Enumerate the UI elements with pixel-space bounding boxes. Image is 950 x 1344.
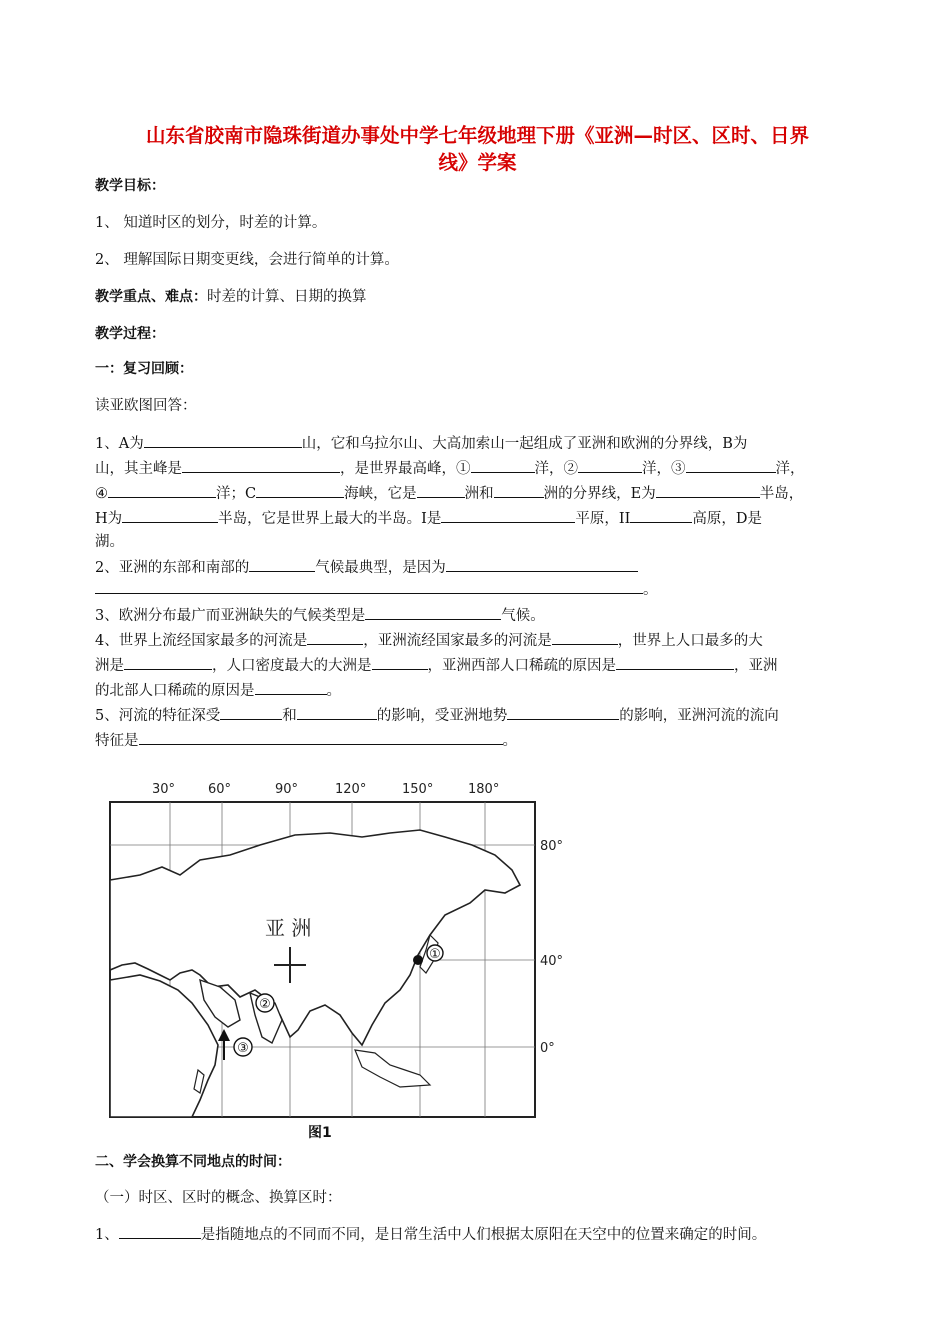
- q1-text: 半岛，它是世界上最大的半岛。I是: [218, 511, 442, 527]
- marker-label: ①: [429, 947, 441, 962]
- blank-field[interactable]: [255, 679, 327, 695]
- q5-line-2: [95, 729, 865, 751]
- q4-text: ，亚洲: [734, 658, 778, 674]
- tick-label-lon: 180°: [468, 782, 500, 797]
- blank-field[interactable]: [307, 629, 363, 645]
- q1-text: 半岛，: [759, 486, 804, 502]
- q1-text: 平原，II: [575, 511, 631, 527]
- blank-field[interactable]: [297, 704, 377, 720]
- q4-text: 。: [326, 683, 341, 699]
- q5-text: 5、河流的特征深受: [95, 708, 221, 724]
- blank-field[interactable]: [249, 556, 315, 572]
- blank-field[interactable]: [507, 704, 619, 720]
- section1-intro: 读亚欧图回答：: [95, 398, 197, 414]
- blank-field[interactable]: [365, 604, 501, 620]
- section2-sub1: （一）时区、区时的概念、换算区时：: [95, 1190, 342, 1206]
- q1-text: 洋；C: [216, 486, 257, 502]
- process-heading: 教学过程：: [95, 326, 165, 342]
- q1-line-3: [95, 482, 865, 504]
- blank-field[interactable]: [552, 629, 618, 645]
- section2-q1: [95, 1223, 865, 1245]
- section2-heading: 二、学会换算不同地点的时间：: [95, 1154, 291, 1170]
- asia-europe-map: [100, 775, 580, 1145]
- q5-text: 。: [502, 733, 517, 749]
- q4-line-2: [95, 654, 865, 676]
- q4-text: ，亚洲流经国家最多的河流是: [363, 633, 552, 649]
- tick-label-lat: 0°: [540, 1041, 555, 1056]
- q1-text: 洋，②: [534, 461, 578, 477]
- section1-heading: 一：复习回顾：: [95, 361, 193, 377]
- q2-text: 2、亚洲的东部和南部的: [95, 560, 250, 576]
- q3-text: 3、欧洲分布最广而亚洲缺失的气候类型是: [95, 608, 366, 624]
- q1-text: 海峡，它是: [344, 486, 417, 502]
- blank-field[interactable]: [220, 704, 282, 720]
- q1-text: 洋，③: [642, 461, 686, 477]
- q4-line-1: [95, 629, 865, 651]
- q3-line: [95, 604, 865, 626]
- q4-text: 4、世界上流经国家最多的河流是: [95, 633, 308, 649]
- q2-text: 。: [643, 582, 658, 598]
- tick-label-lon: 120°: [335, 782, 367, 797]
- q2-text: 气候最典型，是因为: [315, 560, 446, 576]
- q1-text: ④: [95, 486, 108, 502]
- latitude-labels: [540, 839, 563, 1056]
- s2-q1-text: 是指随地点的不同而不同，是日常生活中人们根据太原阳在天空中的位置来确定的时间。: [200, 1227, 767, 1243]
- q1-text: ，是世界最高峰，①: [340, 461, 471, 477]
- s2-q1-text: 1、: [95, 1227, 119, 1243]
- q4-text: ，世界上人口最多的大: [617, 633, 763, 649]
- document-title: [95, 122, 860, 176]
- q5-line-1: [95, 704, 865, 726]
- key-points-text: 时差的计算、日期的换算: [207, 289, 367, 305]
- q1-line-5: 湖。: [95, 534, 124, 550]
- tick-label-lon: 30°: [152, 782, 176, 797]
- blank-field[interactable]: [122, 507, 218, 523]
- title-line-2: 线》学案: [438, 151, 517, 174]
- blank-field[interactable]: [108, 482, 216, 498]
- goal-item-2: 2、 理解国际日期变更线，会进行简单的计算。: [95, 252, 399, 268]
- q1-text: H为: [95, 511, 123, 527]
- q5-text: 的影响，受亚洲地势: [376, 708, 508, 724]
- q1-text: 洋，: [775, 461, 805, 477]
- title-line-1: 山东省胶南市隐珠街道办事处中学七年级地理下册《亚洲—时区、区时、日界: [145, 124, 809, 147]
- q1-text: 山，它和乌拉尔山、大高加索山一起组成了亚洲和欧洲的分界线，B为: [301, 436, 748, 452]
- q3-text: 气候。: [501, 608, 545, 624]
- blank-field[interactable]: [372, 654, 428, 670]
- q2-line-2: [95, 578, 865, 600]
- q1-text: 1、A为: [95, 436, 144, 452]
- q4-text: ，人口密度最大的大洲是: [212, 658, 372, 674]
- q1-line-4: [95, 507, 865, 529]
- tick-label-lon: 60°: [208, 782, 232, 797]
- marker-label: ②: [259, 997, 271, 1012]
- q1-text: 洲和: [464, 486, 494, 502]
- q1-text: 洲的分界线，E为: [543, 486, 656, 502]
- longitude-labels: [152, 782, 499, 797]
- q1-text: 高原，D是: [692, 511, 762, 527]
- q5-text: 的影响，亚洲河流的流向: [619, 708, 779, 724]
- blank-field[interactable]: [182, 457, 340, 473]
- q2-line-1: [95, 556, 865, 578]
- blank-field[interactable]: [656, 482, 760, 498]
- blank-field[interactable]: [139, 729, 503, 745]
- q5-text: 和: [282, 708, 297, 724]
- q5-text: 特征是: [95, 733, 139, 749]
- blank-field[interactable]: [494, 482, 544, 498]
- blank-field[interactable]: [95, 578, 643, 594]
- blank-field[interactable]: [578, 457, 642, 473]
- blank-field[interactable]: [616, 654, 734, 670]
- blank-field[interactable]: [441, 507, 575, 523]
- key-points-label: 教学重点、难点：: [95, 289, 207, 305]
- goal-item-1: 1、 知道时区的划分，时差的计算。: [95, 215, 327, 231]
- blank-field[interactable]: [446, 556, 638, 572]
- q4-text: 的北部人口稀疏的原因是: [95, 683, 255, 699]
- region-label: 亚 洲: [265, 916, 312, 940]
- blank-field[interactable]: [124, 654, 212, 670]
- q4-line-3: [95, 679, 865, 701]
- blank-field[interactable]: [417, 482, 465, 498]
- blank-field[interactable]: [256, 482, 344, 498]
- q1-text: 山，其主峰是: [95, 461, 182, 477]
- blank-field[interactable]: [144, 432, 302, 448]
- q1-line-1: [95, 432, 865, 454]
- q4-text: ，亚洲西部人口稀疏的原因是: [427, 658, 616, 674]
- tick-label-lat: 40°: [540, 954, 564, 969]
- tick-label-lon: 90°: [275, 782, 299, 797]
- blank-field[interactable]: [119, 1223, 201, 1239]
- location-dot: [413, 955, 423, 965]
- goals-heading: 教学目标：: [95, 178, 165, 194]
- marker-label: ③: [237, 1041, 249, 1056]
- tick-label-lon: 150°: [402, 782, 434, 797]
- blank-field[interactable]: [686, 457, 776, 473]
- q4-text: 洲是: [95, 658, 124, 674]
- blank-field[interactable]: [471, 457, 535, 473]
- q1-line-2: [95, 457, 865, 479]
- key-points: [95, 287, 865, 307]
- tick-label-lat: 80°: [540, 839, 564, 854]
- figure-caption: 图1: [308, 1125, 332, 1141]
- blank-field[interactable]: [630, 507, 692, 523]
